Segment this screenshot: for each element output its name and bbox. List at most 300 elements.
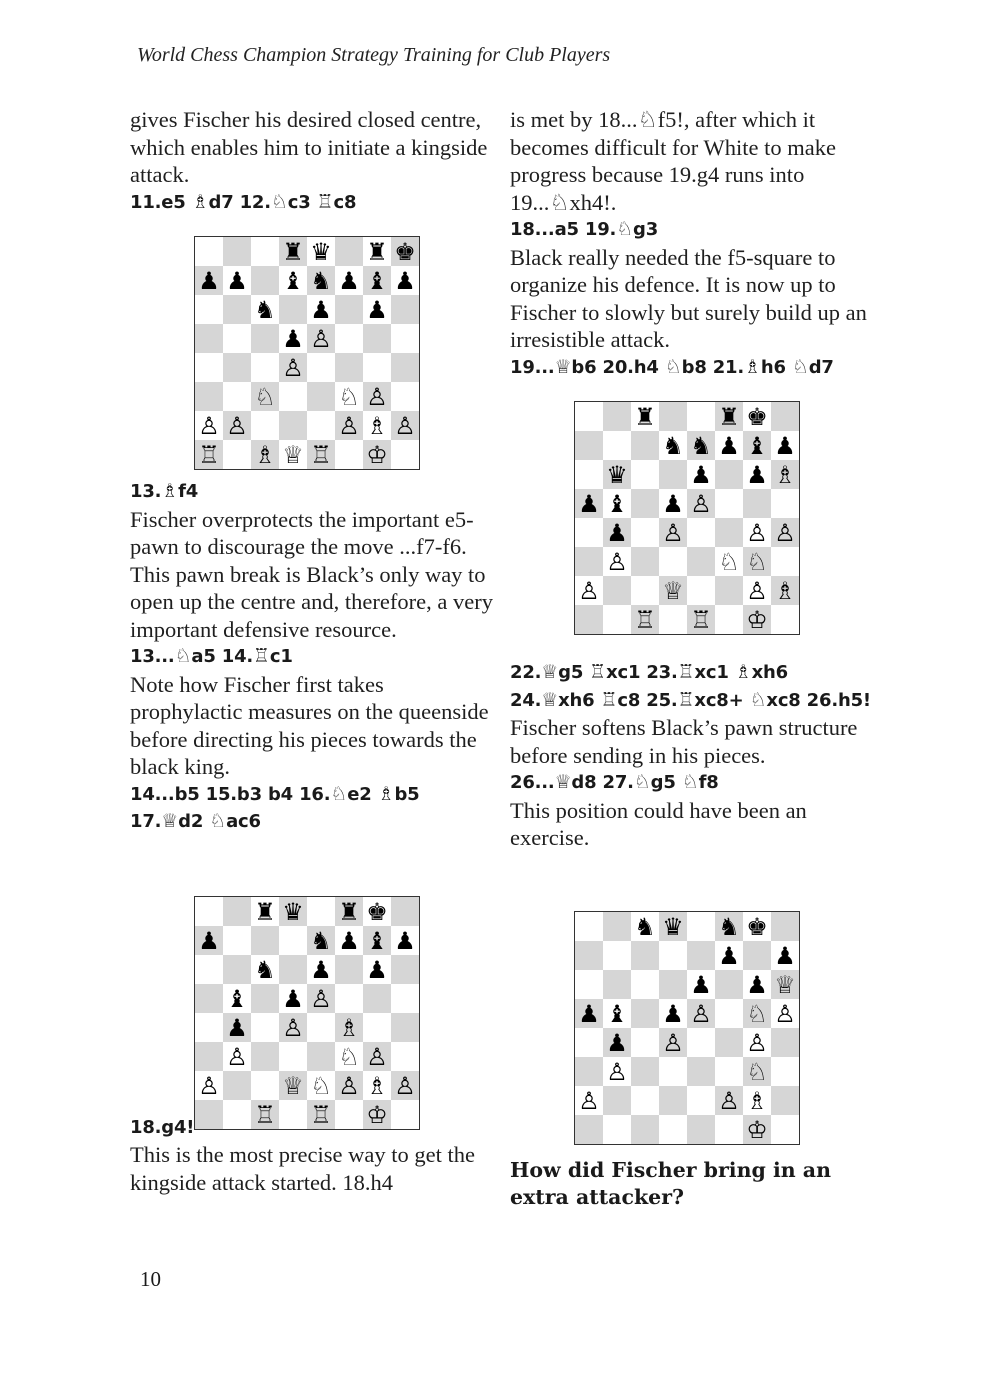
board-square [771,547,799,576]
board-square [307,1042,335,1071]
board-square [575,970,603,999]
chess-piece: ♟ [659,999,687,1028]
chess-piece: ♟ [363,955,391,984]
board-square [715,518,743,547]
move-text: xh6 [558,689,601,711]
board-square [195,984,223,1013]
board-square [223,353,251,382]
board-square [279,382,307,411]
piece-figurine: ♖ [600,688,618,711]
piece-figurine: ♕ [541,661,559,683]
chess-piece: ♙ [743,576,771,605]
chess-diagram-3 [574,401,800,635]
chess-piece: ♖ [307,440,335,469]
chess-piece: ♙ [603,1057,631,1086]
board-square [575,431,603,460]
paragraph: This is the most precise way to get the kingside attack started. 18.h4 [130,1142,475,1195]
board-square [251,237,279,266]
board-square [715,1115,743,1144]
board-square [687,547,715,576]
board-square [363,984,391,1013]
piece-figurine: ♗ [191,190,209,213]
piece-figurine: ♕ [161,810,179,832]
board-square [223,295,251,324]
chess-piece: ♛ [307,237,335,266]
board-square [251,1042,279,1071]
chess-piece: ♟ [687,970,715,999]
chess-piece: ♙ [659,518,687,547]
board-square [223,897,251,926]
move-text: c3 [287,191,317,213]
chess-piece: ♞ [251,955,279,984]
move-text: 26... [510,772,555,793]
chess-piece: ♖ [687,605,715,634]
piece-figurine: ♗ [377,782,395,805]
move-line [510,354,875,382]
chess-piece: ♟ [223,1013,251,1042]
piece-figurine: ♖ [677,688,695,711]
board-square [771,1086,799,1115]
board-square [335,353,363,382]
board-square [223,955,251,984]
chess-piece: ♞ [687,431,715,460]
chess-piece: ♙ [195,411,223,440]
board-square [659,605,687,634]
board-square [575,547,603,576]
chess-piece: ♟ [743,970,771,999]
move-text: c8 25. [617,689,678,711]
chess-piece: ♜ [715,402,743,431]
chess-piece: ♘ [715,547,743,576]
board-square [659,941,687,970]
board-square [575,402,603,431]
board-square [223,1071,251,1100]
move-text: 17. [130,811,162,832]
chess-piece: ♟ [195,266,223,295]
paragraph: Note how Fischer first takes prophylactic measures on the queenside before directing his pieces towards the black king. [130,671,489,779]
chess-piece: ♚ [743,912,771,941]
board-square [631,547,659,576]
chess-piece: ♝ [363,266,391,295]
board-square [771,1115,799,1144]
move-text: xh6 [751,662,788,683]
chess-piece: ♟ [575,489,603,518]
chess-piece: ♝ [743,431,771,460]
chess-piece: ♙ [391,411,419,440]
board-square [631,941,659,970]
chess-piece: ♟ [391,926,419,955]
piece-figurine: ♕ [554,355,572,378]
chess-piece: ♟ [715,941,743,970]
board-square [363,353,391,382]
move-text: a5 14. [191,646,254,667]
chess-piece: ♙ [223,411,251,440]
board-square [195,897,223,926]
chess-piece: ♗ [363,1071,391,1100]
chess-piece: ♙ [335,411,363,440]
piece-figurine: ♘ [791,355,809,378]
board-square [195,1100,223,1129]
chess-piece: ♗ [771,460,799,489]
board-square [771,1057,799,1086]
board-square [771,605,799,634]
chess-piece: ♟ [307,295,335,324]
move-text: 18.g4! [130,1116,195,1138]
piece-figurine: ♘ [633,771,651,793]
chess-piece: ♟ [195,926,223,955]
chess-piece: ♚ [363,897,391,926]
board-square [659,402,687,431]
chess-piece: ♛ [279,897,307,926]
chess-piece: ♟ [279,984,307,1013]
board-square [575,460,603,489]
chess-piece: ♗ [363,411,391,440]
piece-figurine: ♖ [316,190,334,213]
board-square [251,984,279,1013]
piece-figurine: ♘ [681,771,699,793]
piece-figurine: ♖ [253,645,270,667]
board-square [335,440,363,469]
piece-figurine: ♘ [209,810,227,832]
board-square [251,353,279,382]
move-line [510,659,875,687]
board-square [715,460,743,489]
chess-piece: ♙ [743,518,771,547]
board-square [603,431,631,460]
board-square [575,605,603,634]
chess-piece: ♟ [363,295,391,324]
board-square [335,1100,363,1129]
move-text: ac6 [226,811,261,832]
board-square [223,440,251,469]
move-text: b5 [394,783,420,805]
board-square [743,489,771,518]
board-square [631,431,659,460]
piece-figurine: ♘ [749,688,767,711]
chess-piece: ♝ [279,266,307,295]
chess-piece: ♕ [279,440,307,469]
move-text: 13. [130,481,162,502]
chess-piece: ♙ [603,547,631,576]
board-square [195,1042,223,1071]
chess-piece: ♙ [391,1071,419,1100]
chess-piece: ♙ [687,489,715,518]
move-text: e2 [347,783,378,805]
chess-piece: ♙ [363,382,391,411]
board-square [195,324,223,353]
board-square [575,1057,603,1086]
move-text: 24. [510,689,542,711]
piece-figurine: ♗ [734,661,752,683]
board-square [391,382,419,411]
board-square [223,324,251,353]
chess-piece: ♙ [195,1071,223,1100]
chess-piece: ♜ [279,237,307,266]
board-square [631,970,659,999]
paragraph: is met by 18...♘f5!, after which it becomes difficult for White to make progress because 19.g4 runs into 19...♘xh4!. [510,107,836,215]
board-square [363,324,391,353]
chess-piece: ♙ [771,999,799,1028]
board-square [603,941,631,970]
move-text: xc8+ [694,689,750,711]
board-square [715,605,743,634]
chess-piece: ♙ [687,999,715,1028]
board-square [335,984,363,1013]
move-text: f4 [178,481,199,502]
chess-piece: ♙ [335,1071,363,1100]
board-square [631,1028,659,1057]
chess-diagram-2 [194,896,420,1130]
board-square [391,897,419,926]
move-text: c8 [333,191,357,213]
board-square [251,324,279,353]
chess-piece: ♕ [279,1071,307,1100]
board-square [391,295,419,324]
piece-figurine: ♘ [330,782,348,805]
chess-piece: ♙ [575,1086,603,1115]
move-text: 22. [510,662,542,683]
chess-piece: ♜ [631,402,659,431]
board-square [659,1057,687,1086]
chess-piece: ♝ [603,489,631,518]
board-square [603,402,631,431]
move-text: g3 [633,219,659,240]
chess-piece: ♜ [251,897,279,926]
chess-piece: ♙ [307,324,335,353]
board-square [279,926,307,955]
board-square [363,1013,391,1042]
board-square [195,237,223,266]
chess-piece: ♖ [307,1100,335,1129]
board-square [251,1013,279,1042]
board-square [687,576,715,605]
move-text: b8 21. [681,356,745,378]
board-square [223,926,251,955]
board-square [279,411,307,440]
chess-piece: ♞ [715,912,743,941]
paragraph: Fischer softens Black’s pawn structure before sending in his pieces. [510,715,858,768]
board-square [575,518,603,547]
chess-diagram-1 [194,236,420,470]
chess-piece: ♘ [743,1057,771,1086]
move-text: g5 [558,662,590,683]
board-square [391,353,419,382]
board-square [687,402,715,431]
chess-piece: ♟ [391,266,419,295]
board-square [575,1028,603,1057]
chess-piece: ♖ [195,440,223,469]
board-square [391,1042,419,1071]
board-square [659,1086,687,1115]
chess-piece: ♟ [715,431,743,460]
move-text: b6 20.h4 [571,356,665,378]
board-square [251,411,279,440]
chess-piece: ♔ [363,440,391,469]
chess-piece: ♙ [279,353,307,382]
move-line [510,216,875,244]
piece-figurine: ♗ [161,480,179,502]
piece-figurine: ♕ [541,688,559,711]
board-square [771,1028,799,1057]
piece-figurine: ♘ [664,355,682,378]
page-number: 10 [140,1267,161,1291]
paragraph: This position could have been an exercise. [510,797,807,850]
chess-piece: ♙ [223,1042,251,1071]
chess-piece: ♘ [335,382,363,411]
board-square [603,1086,631,1115]
chess-piece: ♟ [335,926,363,955]
board-square [631,1086,659,1115]
board-square [391,324,419,353]
chess-piece: ♗ [743,1086,771,1115]
board-square [687,518,715,547]
chess-piece: ♟ [335,266,363,295]
chess-piece: ♙ [715,1086,743,1115]
move-line [130,189,495,217]
board-square [659,547,687,576]
chess-piece: ♖ [251,1100,279,1129]
chess-piece: ♚ [391,237,419,266]
board-square [603,970,631,999]
board-square [771,912,799,941]
board-square [715,999,743,1028]
piece-figurine: ♘ [616,218,634,240]
chess-piece: ♕ [771,970,799,999]
move-text: c1 [269,646,293,667]
board-square [715,970,743,999]
move-line [130,808,495,836]
board-square [687,1086,715,1115]
move-text: 13... [130,646,175,667]
chess-piece: ♟ [307,955,335,984]
board-square [307,411,335,440]
board-square [279,1042,307,1071]
board-square [771,402,799,431]
chess-piece: ♜ [335,897,363,926]
board-square [307,1013,335,1042]
board-square [715,1028,743,1057]
move-line [510,687,875,715]
board-square [279,1100,307,1129]
chess-piece: ♗ [251,440,279,469]
board-square [631,460,659,489]
running-header: World Chess Champion Strategy Training for Club Players [137,44,611,66]
chess-piece: ♘ [743,547,771,576]
piece-figurine: ♖ [677,661,695,683]
chess-piece: ♙ [363,1042,391,1071]
board-square [687,1028,715,1057]
exercise-question: How did Fischer bring in an extra attacker? [510,1157,831,1209]
board-square [251,926,279,955]
board-square [195,353,223,382]
chess-piece: ♟ [743,460,771,489]
chess-piece: ♞ [631,912,659,941]
move-text: 14...b5 15.b3 b4 16. [130,783,331,805]
board-square [307,353,335,382]
chess-piece: ♙ [771,518,799,547]
move-text: d8 27. [571,772,634,793]
chess-piece: ♛ [659,912,687,941]
chess-piece: ♘ [335,1042,363,1071]
chess-piece: ♟ [771,941,799,970]
board-square [603,576,631,605]
board-square [659,970,687,999]
board-square [715,489,743,518]
board-square [391,1100,419,1129]
move-text: d7 [808,356,834,378]
chess-piece: ♖ [631,605,659,634]
chess-piece: ♗ [335,1013,363,1042]
board-square [335,237,363,266]
move-text: g5 [650,772,682,793]
chess-piece: ♟ [603,518,631,547]
board-square [631,1057,659,1086]
board-square [659,1115,687,1144]
chess-piece: ♟ [223,266,251,295]
board-square [251,1071,279,1100]
chess-piece: ♙ [575,576,603,605]
chess-piece: ♚ [743,402,771,431]
board-square [195,1013,223,1042]
move-text: xc8 26.h5! [766,689,871,711]
chess-piece: ♞ [659,431,687,460]
board-square [391,440,419,469]
chess-piece: ♗ [771,576,799,605]
chess-piece: ♙ [307,984,335,1013]
board-square [771,489,799,518]
move-line [510,769,875,797]
move-line [130,643,495,671]
board-square [631,999,659,1028]
board-square [279,955,307,984]
chess-piece: ♝ [363,926,391,955]
piece-figurine: ♗ [744,355,761,378]
chess-piece: ♟ [771,431,799,460]
chess-piece: ♔ [743,1115,771,1144]
move-line [130,478,495,506]
board-square [603,912,631,941]
chess-piece: ♘ [743,999,771,1028]
move-text: h6 [760,356,792,378]
board-square [335,955,363,984]
board-square [391,1013,419,1042]
chess-piece: ♟ [659,489,687,518]
piece-figurine: ♘ [270,190,288,213]
board-square [195,955,223,984]
chess-piece: ♘ [251,382,279,411]
move-text: 19... [510,356,555,378]
chess-piece: ♙ [279,1013,307,1042]
board-square [335,295,363,324]
chess-piece: ♝ [223,984,251,1013]
chess-piece: ♟ [279,324,307,353]
chess-piece: ♞ [307,266,335,295]
move-text: f8 [698,772,719,793]
board-square [307,382,335,411]
board-square [223,1100,251,1129]
board-square [575,941,603,970]
paragraph: gives Fischer his desired closed centre, which enables him to initiate a kingside attack. [130,107,488,187]
chess-piece: ♙ [659,1028,687,1057]
move-text: 18...a5 19. [510,219,617,240]
piece-figurine: ♕ [554,771,572,793]
board-square [223,237,251,266]
piece-figurine: ♘ [174,645,192,667]
chess-piece: ♜ [363,237,391,266]
chess-piece: ♟ [575,999,603,1028]
chess-piece: ♙ [743,1028,771,1057]
board-square [195,295,223,324]
